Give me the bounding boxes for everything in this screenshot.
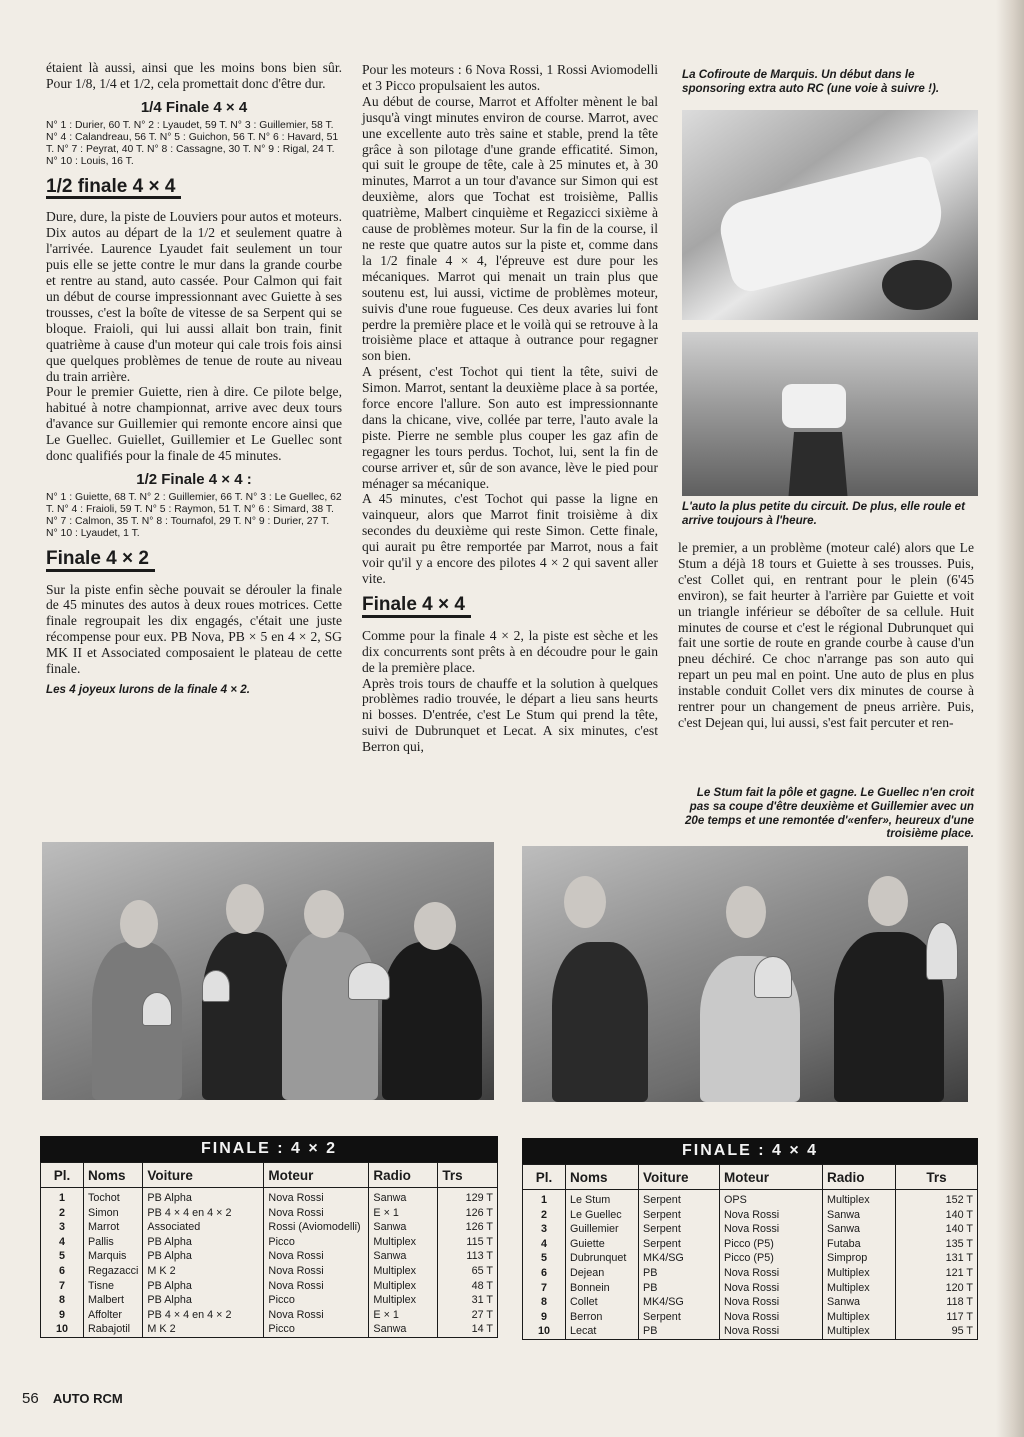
cell-car: PB 4 × 4 en 4 × 2 — [143, 1206, 264, 1221]
col-header-car: Voiture — [639, 1165, 720, 1190]
cell-name: Le Stum — [566, 1190, 639, 1208]
cell-name: Guiette — [566, 1237, 639, 1252]
table-row — [41, 1322, 498, 1337]
cell-radio: Sanwa — [369, 1322, 438, 1337]
trophy-cup — [142, 992, 172, 1026]
col-header-names: Noms — [566, 1165, 639, 1190]
semi-final-paragraph-1: Dure, dure, la piste de Louviers pour autos et moteurs. Dix autos au départ de la 1/2 et seulement quatre à l'arrivée. Laurence Lyaudet fait seulement un tour puis elle se jette contre le mur dans la grande courbe et rentre au stand, auto cassée. Pour Calmon qui fait un début de course impressionnant avec Guiette à ses trousses, c'est la boîte de vitesse de sa Serpent qui se bloque. Fraioli, qui lui aussi allait bon train, finit quatrième à cause d'un moteur qui cale trois fois ainsi que quelques problèmes de tenue de route au niveau du train arrière. — [46, 209, 342, 384]
quarter-final-results: N° 1 : Durier, 60 T. N° 2 : Lyaudet, 59 T. N° 3 : Guillemier, 58 T. N° 4 : Calandreau, 56 T. N° 5 : Guichon, 56 T. N° 6 : Havard, 51 T. N° 7 : Peyrat, 40 T. N° 8 : Cassagne, 30 T. N° 9 : Rigal, 24 T. N° 10 : Louis, 16 T. — [46, 119, 339, 168]
cell-laps: 14 T — [438, 1322, 498, 1337]
cell-place: 2 — [523, 1208, 566, 1223]
cell-name: Malbert — [84, 1293, 143, 1308]
col-header-laps: Trs — [896, 1165, 978, 1190]
cell-place: 6 — [523, 1266, 566, 1281]
cell-name: Dubrunquet — [566, 1251, 639, 1266]
table-row — [523, 1190, 978, 1208]
cell-radio: Multiplex — [823, 1324, 896, 1339]
col2-paragraph-4: A 45 minutes, c'est Tochot qui passe la ligne en vainqueur, alors que Marrot finit troisième à dix secondes du deuxième qui reste Simon. Cette finale, qui aurait pu être remportée par Marrot, nous a fait voir qu'il y a encore des pilotes 4 × 2 qui savent aller vite. — [362, 491, 658, 586]
small-car-photo — [682, 332, 978, 496]
table-title-4x2: FINALE : 4 × 2 — [40, 1136, 498, 1162]
final-4x4-heading: Finale 4 × 4 — [362, 597, 471, 618]
results-table-4x2 — [40, 1136, 498, 1338]
cell-engine: Nova Rossi — [264, 1279, 369, 1294]
page-number: 56 — [22, 1390, 39, 1407]
cell-name: Marrot — [84, 1220, 143, 1235]
cell-laps: 117 T — [896, 1310, 978, 1325]
cell-laps: 65 T — [438, 1264, 498, 1279]
cell-radio: Multiplex — [369, 1264, 438, 1279]
cell-engine: Picco — [264, 1293, 369, 1308]
col-header-place: Pl. — [523, 1165, 566, 1190]
cell-radio: Multiplex — [823, 1310, 896, 1325]
cell-place: 3 — [523, 1222, 566, 1237]
person-figure — [552, 942, 648, 1102]
cell-name: Dejean — [566, 1266, 639, 1281]
cell-radio: Multiplex — [823, 1190, 896, 1208]
semi-final-results: N° 1 : Guiette, 68 T. N° 2 : Guillemier, 66 T. N° 3 : Le Guellec, 62 T. N° 4 : Fraioli, 59 T. N° 5 : Raymon, 51 T. N° 6 : Simard, 38 T. N° 7 : Calmon, 35 T. N° 8 : Tournafol, 29 T. N° 9 : Durier, 27 T. N° 10 : Lyaudet, 1 T. — [46, 491, 342, 540]
cell-car: PB 4 × 4 en 4 × 2 — [143, 1308, 264, 1323]
table-title-4x4: FINALE : 4 × 4 — [522, 1138, 978, 1164]
cell-radio: Multiplex — [369, 1235, 438, 1250]
cell-engine: Nova Rossi — [720, 1324, 823, 1339]
cell-car: Serpent — [639, 1237, 720, 1252]
photo-caption-cofiroute: La Cofiroute de Marquis. Un début dans le sponsoring extra auto RC (une voie à suivre !). — [682, 68, 940, 95]
cell-radio: E × 1 — [369, 1206, 438, 1221]
table-row — [523, 1310, 978, 1325]
cell-place: 10 — [523, 1324, 566, 1339]
cell-car: PB — [639, 1324, 720, 1339]
cell-laps: 118 T — [896, 1295, 978, 1310]
person-head — [226, 884, 264, 934]
table-row — [523, 1251, 978, 1266]
cell-place: 1 — [523, 1190, 566, 1208]
col-header-radio: Radio — [823, 1165, 896, 1190]
table-row — [523, 1222, 978, 1237]
semi-final-results-title: 1/2 Finale 4 × 4 : — [136, 470, 252, 488]
cell-car: MK4/SG — [639, 1295, 720, 1310]
cell-laps: 140 T — [896, 1208, 978, 1223]
cell-name: Lecat — [566, 1324, 639, 1339]
cell-radio: Multiplex — [823, 1266, 896, 1281]
page-edge — [996, 0, 1024, 1437]
cell-engine: Nova Rossi — [264, 1249, 369, 1264]
cell-place: 3 — [41, 1220, 84, 1235]
cell-car: Serpent — [639, 1208, 720, 1223]
cell-engine: Nova Rossi — [720, 1266, 823, 1281]
cell-car: PB — [639, 1281, 720, 1296]
page-footer — [22, 1390, 123, 1407]
cell-car: Serpent — [639, 1310, 720, 1325]
cell-name: Collet — [566, 1295, 639, 1310]
col-header-engine: Moteur — [720, 1165, 823, 1190]
cell-name: Berron — [566, 1310, 639, 1325]
trophy-cup — [202, 970, 230, 1002]
cell-engine: OPS — [720, 1190, 823, 1208]
cell-radio: Multiplex — [369, 1293, 438, 1308]
column-3 — [678, 540, 974, 731]
col3-paragraph-1: le premier, a un problème (moteur calé) alors que Le Stum a déjà 18 tours et Guiette à ses trousses. Puis, c'est Collet qui, en rentrant pour le plein (6'45 environ), se fait heurter à l'arrière par Guiette et voit un triangle inférieur se déboîter de sa cellule. Huit minutes de course et c'est le régional Dubrunquet qui fait une sortie de route en grande courbe à cause d'un pneu déchiré. Ce choc n'arrange pas son auto qui repart un peu mal en point. Une auto de plus en plus instable conduit Collet vers dix minutes de course à rentrer pour un changement de pneus arrière. Puis, c'est Dejean qui, lui aussi, s'est fait percuter et ren- — [678, 540, 974, 730]
results-table-4x4 — [522, 1138, 978, 1340]
cell-place: 2 — [41, 1206, 84, 1221]
cell-engine: Nova Rossi — [264, 1308, 369, 1323]
cell-laps: 140 T — [896, 1222, 978, 1237]
stand-shape — [788, 432, 848, 496]
cell-name: Rabajotil — [84, 1322, 143, 1337]
wheel-shape — [882, 260, 952, 310]
table-row — [523, 1208, 978, 1223]
cell-name: Affolter — [84, 1308, 143, 1323]
cofiroute-car-photo — [682, 110, 978, 320]
trophy-cup — [348, 962, 390, 1000]
person-head — [726, 886, 766, 938]
table-row — [41, 1293, 498, 1308]
cell-name: Guillemier — [566, 1222, 639, 1237]
small-car-shape — [782, 384, 846, 428]
cell-laps: 135 T — [896, 1237, 978, 1252]
cell-place: 5 — [41, 1249, 84, 1264]
table-row — [41, 1235, 498, 1250]
table-row — [523, 1266, 978, 1281]
cell-place: 4 — [41, 1235, 84, 1250]
cell-radio: E × 1 — [369, 1308, 438, 1323]
person-figure — [382, 942, 482, 1100]
table-row — [523, 1295, 978, 1310]
col2-paragraph-3: A présent, c'est Tochot qui tient la tête, suivi de Simon. Marrot, sentant la deuxième place à sa portée, force encore l'allure. Son auto est impressionnante dans la chicane, vive, collée par terre, l'auto avale la piste. Pierre ne semble plus couper les gaz afin de regagner les tours perdus. Tochot, lui, sent la fin de course arriver et, sûr de son avance, lève le pied pour ménager sa mécanique. — [362, 364, 658, 491]
cell-radio: Sanwa — [369, 1188, 438, 1206]
cell-car: M K 2 — [143, 1322, 264, 1337]
table-row — [523, 1281, 978, 1296]
photo-caption-small-car: L'auto la plus petite du circuit. De plus, elle roule et arrive toujours à l'heure. — [682, 500, 965, 527]
cell-radio: Multiplex — [823, 1281, 896, 1296]
cell-radio: Futaba — [823, 1237, 896, 1252]
cell-engine: Nova Rossi — [720, 1310, 823, 1325]
cell-radio: Sanwa — [823, 1222, 896, 1237]
cell-radio: Sanwa — [823, 1295, 896, 1310]
cell-car: PB Alpha — [143, 1235, 264, 1250]
cell-engine: Rossi (Aviomodelli) — [264, 1220, 369, 1235]
cell-car: PB — [639, 1266, 720, 1281]
cell-laps: 131 T — [896, 1251, 978, 1266]
table-row — [523, 1324, 978, 1339]
person-head — [414, 902, 456, 950]
person-head — [564, 876, 606, 928]
table-4x2 — [40, 1162, 498, 1338]
cell-place: 7 — [523, 1281, 566, 1296]
cell-car: PB Alpha — [143, 1279, 264, 1294]
table-row — [41, 1264, 498, 1279]
col2-paragraph-6: Après trois tours de chauffe et la solution à quelques problèmes radio trouvée, le départ a lieu sans heurts ni bosses. D'entrée, c'est Le Stum qui prend la tête, suivi de Dubrunquet et Lecat. A six minutes, c'est Berron qui, — [362, 675, 658, 755]
cell-engine: Nova Rossi — [720, 1208, 823, 1223]
cell-place: 5 — [523, 1251, 566, 1266]
col-header-car: Voiture — [143, 1163, 264, 1188]
trophy-cup — [754, 956, 792, 998]
table-row — [523, 1237, 978, 1252]
cell-car: PB Alpha — [143, 1293, 264, 1308]
table-body-4x2 — [41, 1188, 498, 1338]
table-row — [41, 1279, 498, 1294]
cell-place: 7 — [41, 1279, 84, 1294]
table-header-row — [523, 1165, 978, 1190]
cell-engine: Picco — [264, 1235, 369, 1250]
cell-laps: 27 T — [438, 1308, 498, 1323]
final-4x2-heading: Finale 4 × 2 — [46, 551, 155, 572]
podium-photo-4x2 — [42, 842, 494, 1100]
cell-name: Tisne — [84, 1279, 143, 1294]
cell-laps: 95 T — [896, 1324, 978, 1339]
cell-engine: Nova Rossi — [264, 1264, 369, 1279]
cell-laps: 31 T — [438, 1293, 498, 1308]
table-row — [41, 1308, 498, 1323]
photo-caption-4x4: Le Stum fait la pôle et gagne. Le Guellec n'en croit pas sa coupe d'être deuxième et Guillemier avec un 20e temps et une remontée d'«enfer», heureux d'une troisième place. — [684, 786, 974, 841]
cell-laps: 129 T — [438, 1188, 498, 1206]
cell-engine: Nova Rossi — [720, 1295, 823, 1310]
person-figure — [282, 932, 378, 1100]
col2-paragraph-1: Pour les moteurs : 6 Nova Rossi, 1 Rossi Aviomodelli et 3 Picco propulsaient les autos. — [362, 62, 658, 93]
table-4x4 — [522, 1164, 978, 1340]
cell-place: 10 — [41, 1322, 84, 1337]
cell-name: Marquis — [84, 1249, 143, 1264]
semi-final-paragraph-2: Pour le premier Guiette, rien à dire. Ce pilote belge, habitué à notre championnat, arrive avec deux tours d'avance sur Guillemier qui remonte encore ainsi que Le Guellec. Guiellet, Guillemier et Le Guellec sont donc qualifiés pour la finale de 45 minutes. — [46, 384, 342, 464]
person-head — [304, 890, 344, 938]
cell-car: PB Alpha — [143, 1188, 264, 1206]
col-header-names: Noms — [84, 1163, 143, 1188]
cell-laps: 113 T — [438, 1249, 498, 1264]
cell-place: 6 — [41, 1264, 84, 1279]
table-row — [41, 1220, 498, 1235]
cell-place: 8 — [41, 1293, 84, 1308]
col-header-laps: Trs — [438, 1163, 498, 1188]
cell-radio: Sanwa — [823, 1208, 896, 1223]
trophy-cup — [926, 922, 958, 980]
cell-car: PB Alpha — [143, 1249, 264, 1264]
cell-radio: Simprop — [823, 1251, 896, 1266]
cell-radio: Multiplex — [369, 1279, 438, 1294]
cell-car: MK4/SG — [639, 1251, 720, 1266]
cell-place: 1 — [41, 1188, 84, 1206]
cell-name: Pallis — [84, 1235, 143, 1250]
column-1 — [46, 60, 342, 697]
cell-engine: Nova Rossi — [720, 1281, 823, 1296]
cell-laps: 126 T — [438, 1220, 498, 1235]
person-head — [868, 876, 908, 926]
quarter-final-title: 1/4 Finale 4 × 4 — [140, 98, 248, 116]
cell-laps: 152 T — [896, 1190, 978, 1208]
col2-paragraph-2: Au début de course, Marrot et Affolter mènent le bal jusqu'à vingt minutes environ de course. Marrot, avec une excellente auto très saine et stable, prend la tête grâce à son pilotage d'une grande efficatité. Simon, qui suit le groupe de tête, cale à 25 minutes et, à 30 minutes, Marrot a un tour d'avance sur Simon qui est deuxième, alors que Tochat est troisième, Pallis quatrième, Malbert cinquième et Regazicci sixième à cause de problèmes moteur. Sur la fin de la course, il ne reste que quatre autos sur la piste et, comme dans la 1/2 finale 4 × 4, l'épreuve est dure pour les mécaniques. Marrot qui menait un train plus que soutenu est, lui aussi, victime de problèmes moteur, suivis d'une roue fugueuse. Ces deux avaries lui font perdre la première place et le voilà qui se retrouve à la troisième place et attaque à outrance pour regagner son bien. — [362, 93, 658, 364]
table-body-4x4 — [523, 1190, 978, 1340]
cell-engine: Nova Rossi — [264, 1206, 369, 1221]
person-figure — [202, 932, 292, 1100]
column-2 — [362, 62, 658, 755]
table-row — [41, 1206, 498, 1221]
cell-laps: 121 T — [896, 1266, 978, 1281]
semi-final-heading: 1/2 finale 4 × 4 — [46, 179, 181, 200]
cell-name: Bonnein — [566, 1281, 639, 1296]
photo-caption-4x2: Les 4 joyeux lurons de la finale 4 × 2. — [46, 683, 250, 696]
intro-paragraph: étaient là aussi, ainsi que les moins bons bien sûr. Pour 1/8, 1/4 et 1/2, cela promettait donc d'être dur. — [46, 60, 342, 91]
col2-paragraph-5: Comme pour la finale 4 × 2, la piste est sèche et les dix concurrents sont prêts à en découdre pour le gain de la première place. — [362, 627, 658, 675]
cell-name: Le Guellec — [566, 1208, 639, 1223]
cell-car: M K 2 — [143, 1264, 264, 1279]
final-4x2-paragraph: Sur la piste enfin sèche pouvait se dérouler la finale de 45 minutes des autos à deux roues motrices. Cette finale regroupait les dix engagés, c'était une juste récompense pour eux. PB Nova, PB × 5 en 4 × 2, SG MK II et Associated composaient le plateau de cette finale. — [46, 581, 342, 677]
cell-laps: 126 T — [438, 1206, 498, 1221]
cell-place: 9 — [41, 1308, 84, 1323]
cell-radio: Sanwa — [369, 1249, 438, 1264]
table-row — [41, 1249, 498, 1264]
cell-laps: 120 T — [896, 1281, 978, 1296]
cell-place: 4 — [523, 1237, 566, 1252]
cell-place: 9 — [523, 1310, 566, 1325]
cell-engine: Nova Rossi — [264, 1188, 369, 1206]
col-header-engine: Moteur — [264, 1163, 369, 1188]
cell-engine: Picco (P5) — [720, 1251, 823, 1266]
table-row — [41, 1188, 498, 1206]
cell-engine: Picco — [264, 1322, 369, 1337]
cell-name: Simon — [84, 1206, 143, 1221]
cell-laps: 48 T — [438, 1279, 498, 1294]
cell-laps: 115 T — [438, 1235, 498, 1250]
person-head — [120, 900, 158, 948]
cell-name: Tochot — [84, 1188, 143, 1206]
magazine-name: AUTO RCM — [52, 1391, 123, 1406]
cell-name: Regazacci — [84, 1264, 143, 1279]
cell-car: Serpent — [639, 1222, 720, 1237]
cell-car: Serpent — [639, 1190, 720, 1208]
cell-car: Associated — [143, 1220, 264, 1235]
cell-place: 8 — [523, 1295, 566, 1310]
cell-engine: Picco (P5) — [720, 1237, 823, 1252]
cell-engine: Nova Rossi — [720, 1222, 823, 1237]
podium-photo-4x4 — [522, 846, 968, 1102]
cell-radio: Sanwa — [369, 1220, 438, 1235]
table-header-row — [41, 1163, 498, 1188]
col-header-radio: Radio — [369, 1163, 438, 1188]
col-header-place: Pl. — [41, 1163, 84, 1188]
